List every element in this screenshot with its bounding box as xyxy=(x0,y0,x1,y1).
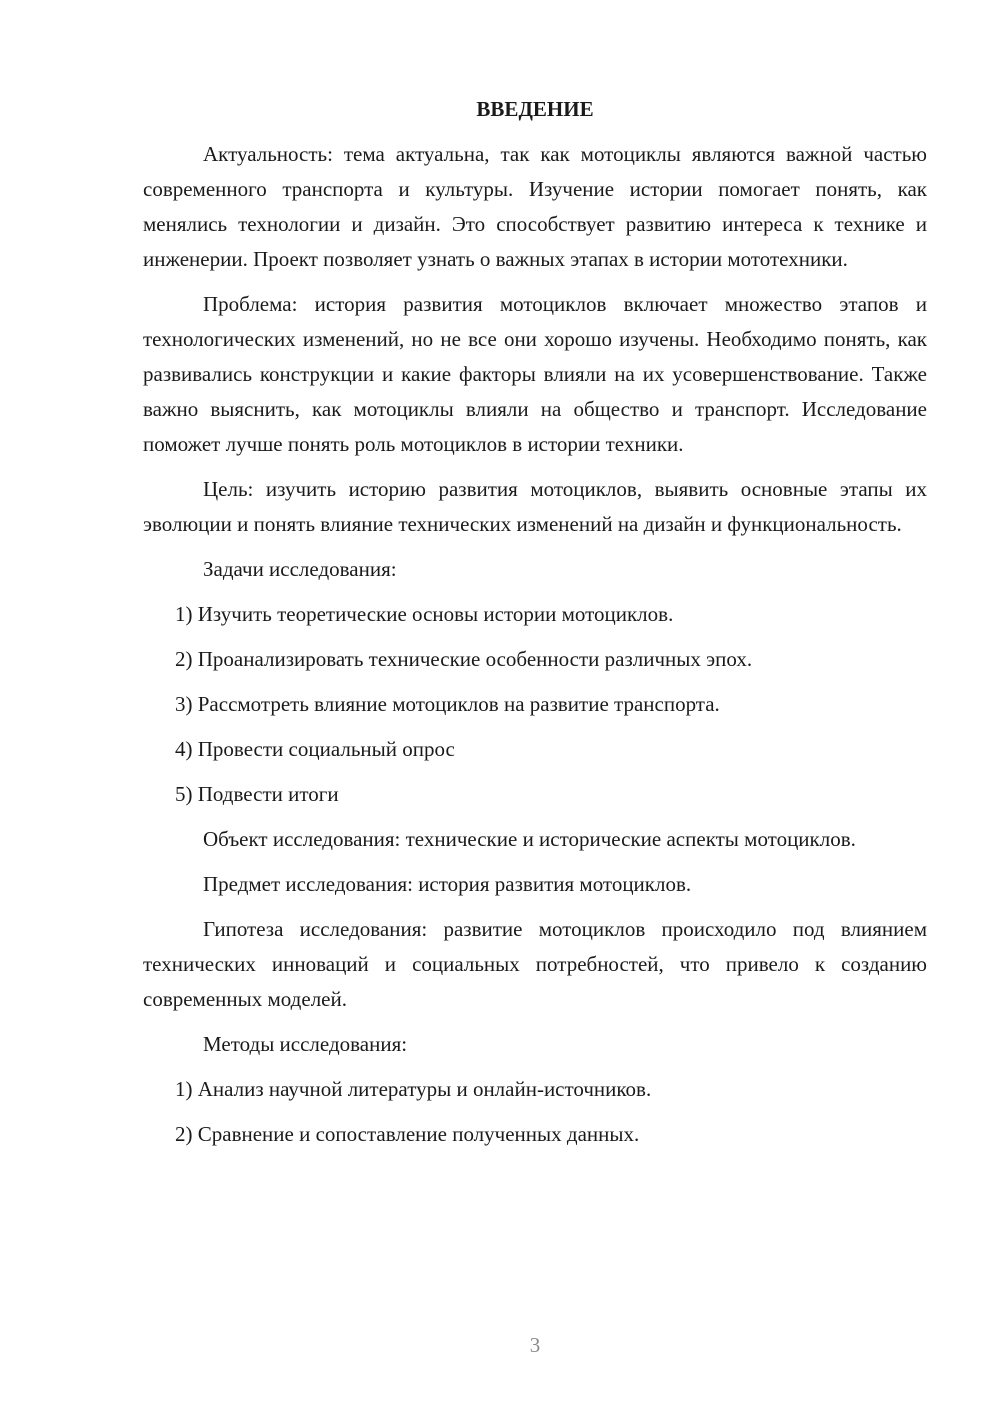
hypothesis-paragraph: Гипотеза исследования: развитие мотоциклов происходило под влиянием технических инноваций и социальных потребностей, что привело к созданию современных моделей. xyxy=(143,917,927,1011)
methods-list xyxy=(143,1072,927,1152)
tasks-label: Задачи исследования: xyxy=(203,557,397,581)
problem-paragraph: Проблема: история развития мотоциклов включает множество этапов и технологических изменений, но не все они хорошо изучены. Необходимо понять, как развивались конструкции и какие факторы влияли на их усовершенствование. Также важно выяснить, как мотоциклы влияли на общество и транспорт. Исследование поможет лучше понять роль мотоциклов в истории техники. xyxy=(143,292,927,456)
methods-label: Методы исследования: xyxy=(203,1032,408,1056)
tasks-list xyxy=(143,597,927,812)
relevance-paragraph: Актуальность: тема актуальна, так как мотоциклы являются важной частью современного транспорта и культуры. Изучение истории помогает понять, как менялись технологии и дизайн. Это способствует развитию интереса к технике и инженерии. Проект позволяет узнать о важных этапах в истории мототехники. xyxy=(143,142,927,271)
subject-paragraph: Предмет исследования: история развития мотоциклов. xyxy=(203,872,692,896)
goal-paragraph: Цель: изучить историю развития мотоциклов, выявить основные этапы их эволюции и понять влияние технических изменений на дизайн и функциональность. xyxy=(143,477,927,536)
list-item: 1) Изучить теоретические основы истории мотоциклов. xyxy=(175,602,674,626)
object-paragraph: Объект исследования: технические и исторические аспекты мотоциклов. xyxy=(203,827,856,851)
list-item: 4) Провести социальный опрос xyxy=(175,737,455,761)
page-content xyxy=(143,92,927,1162)
list-item: 5) Подвести итоги xyxy=(175,782,339,806)
list-item: 3) Рассмотреть влияние мотоциклов на развитие транспорта. xyxy=(175,692,720,716)
list-item: 2) Проанализировать технические особенности различных эпох. xyxy=(175,647,753,671)
list-item: 2) Сравнение и сопоставление полученных данных. xyxy=(175,1122,640,1146)
page-title: ВВЕДЕНИЕ xyxy=(476,97,594,121)
page-number: 3 xyxy=(529,1333,541,1357)
list-item: 1) Анализ научной литературы и онлайн-источников. xyxy=(175,1077,652,1101)
